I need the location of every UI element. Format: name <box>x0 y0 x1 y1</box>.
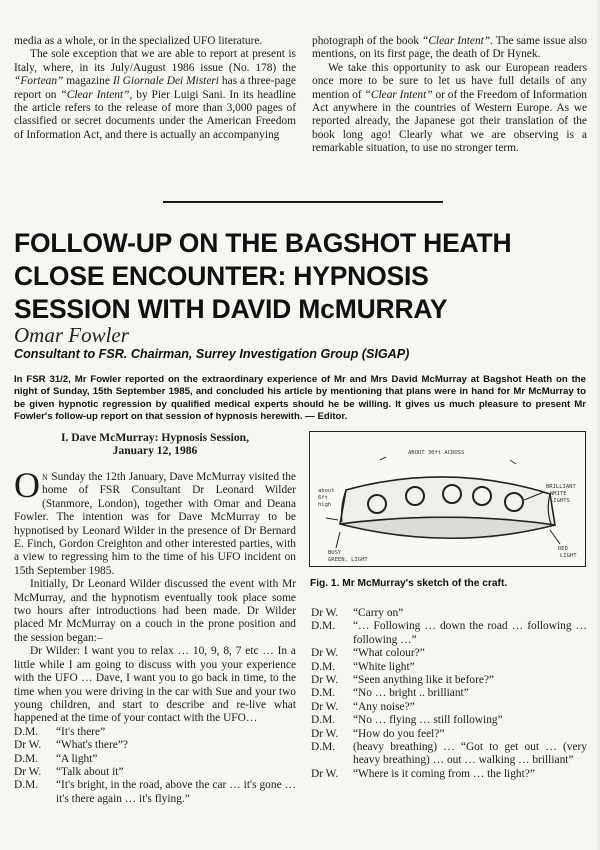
craft-lower-hull <box>340 517 555 538</box>
spoken-line: “A light” <box>56 752 98 765</box>
speaker: D.M. <box>14 725 39 738</box>
speaker: D.M. <box>311 687 336 700</box>
previous-article-right-column <box>312 35 587 156</box>
speaker: Dr W. <box>14 739 42 752</box>
headline-line: CLOSE ENCOUNTER: HYPNOSIS <box>14 261 429 291</box>
craft-sketch-figure <box>309 431 586 567</box>
dialogue-line <box>14 739 296 752</box>
spoken-line: “White light” <box>353 660 415 673</box>
spoken-line: “Carry on” <box>353 607 404 619</box>
speaker: Dr W. <box>311 607 339 619</box>
porthole <box>406 487 424 505</box>
speaker: D.M. <box>311 714 336 727</box>
dialogue-line <box>311 620 587 647</box>
spoken-line: “How do you feel?” <box>353 727 445 740</box>
ufo-sketch <box>310 432 585 566</box>
speaker: Dr W. <box>311 727 339 740</box>
article-body-left <box>14 465 296 806</box>
paragraph: Dr Wilder: I want you to relax … 10, 9, 8, 7 etc … In a little while I am going to discuss with you your experience with the UFO … Dave, I want you to go back in time, to the time when you were driving in the car with Sue and your two young children, and start to describe and re-live what happened at the time of your contact with the UFO… <box>14 645 296 725</box>
spoken-line: “It's bright, in the road, above the car … it's gone … it's there again … it's flying.” <box>56 779 296 805</box>
speaker: D.M. <box>311 660 336 673</box>
spoken-line: “Any noise?” <box>353 700 415 713</box>
section-divider <box>163 201 443 203</box>
speaker: Dr W. <box>14 765 42 778</box>
drop-cap: O <box>14 465 40 505</box>
sketch-label-height: about <box>318 488 335 494</box>
author-affiliation: Consultant to FSR. Chairman, Surrey Investigation Group (SIGAP) <box>14 347 410 361</box>
paragraph: The sole exception that we are able to report at present is Italy, where, in its July/August 1986 issue (No. 178) the “Fortean” magazine Il Giornale Dei Misteri has a three-page report on “Clear Intent”, by Pier Luigi Sani. In its headline the article refers to the release of more than 3,000 pages of classified or secret documents under the American Freedom of Information Act, and there is actually an accompanying <box>14 48 296 141</box>
dialogue-line <box>311 661 587 674</box>
spoken-line: “It's there” <box>56 725 106 738</box>
sketch-arrow <box>550 530 560 544</box>
dialogue-list <box>14 726 296 806</box>
dialogue-line <box>311 741 587 768</box>
sketch-label-size: ABOUT 30ft ACROSS <box>408 450 465 456</box>
spoken-line: (heavy breathing) … “Got to get out … (very heavy breathing) … out … walking … brilliant” <box>353 741 587 767</box>
porthole <box>443 485 461 503</box>
paragraph: media as a whole, or in the specialized UFO literature. <box>14 35 263 47</box>
sketch-arrow <box>326 518 338 520</box>
figure-caption: Fig. 1. Mr McMurray's sketch of the craft. <box>310 578 508 589</box>
speaker: Dr W. <box>311 647 339 660</box>
spoken-line: “Talk about it” <box>56 765 124 778</box>
svg-text:LIGHT: LIGHT <box>560 553 577 559</box>
svg-text:LIGHTS: LIGHTS <box>550 498 570 504</box>
spoken-line: “No … bright .. brilliant” <box>353 687 469 700</box>
svg-text:BRILLIANT: BRILLIANT <box>546 484 576 490</box>
section-heading: I. Dave McMurray: Hypnosis Session, January 12, 1986 <box>60 431 250 458</box>
paragraph: Initially, Dr Leonard Wilder discussed the event with Mr McMurray, and the hypnotism eventually took place some two hours after introductions had been made. Dr Wilder placed Mr McMurray on a couch in the prone position and the session began:– <box>14 578 296 644</box>
svg-text:6ft: 6ft <box>318 495 328 501</box>
svg-text:RED: RED <box>558 546 568 552</box>
svg-text:WHITE: WHITE <box>550 491 567 497</box>
dialogue-line <box>14 726 296 739</box>
sketch-arrow <box>336 532 340 548</box>
dialogue-list <box>311 607 587 781</box>
paragraph: O N Sunday the 12th January, Dave McMurray visited the home of FSR Consultant Dr Leonard Wilder (Stanmore, London), together with Omar and Deana Fowler. The intention was for Dave McMurray to be hypnotised by Leonard Wilder in the presence of Dr Bernard E. Finch, Gordon Creighton and other interested parties, with a view to regressing him to the time of his UFO incident on 15th September 1985. <box>14 465 296 577</box>
dialogue-line <box>311 687 587 700</box>
article-body-right <box>311 607 587 781</box>
porthole <box>505 493 523 511</box>
spoken-line: “… Following … down the road … following … following …” <box>353 620 587 646</box>
spoken-line: “Seen anything like it before?” <box>353 674 495 687</box>
porthole <box>368 495 386 513</box>
spoken-line: “No … flying … still following” <box>353 714 503 727</box>
dialogue-line <box>311 728 587 741</box>
sketch-arrow <box>380 457 516 464</box>
dialogue-line <box>311 768 587 781</box>
previous-article-left-column <box>14 35 296 142</box>
headline-line: SESSION WITH DAVID McMURRAY <box>14 294 448 324</box>
headline-line: FOLLOW-UP ON THE BAGSHOT HEATH <box>14 228 512 258</box>
speaker: Dr W. <box>311 700 339 713</box>
paragraph: photograph of the book “Clear Intent”. The same issue also mentions, on its first page, the death of Dr Hynek. <box>312 35 587 61</box>
editor-intro: In FSR 31/2, Mr Fowler reported on the extraordinary experience of Mr and Mrs David McMurray at Bagshot Heath on the night of Sunday, 15th September 1985, and concluded his article by mentioning that plans were in hand for Mr McMurray to be given hypnotic regression by qualified medical experts should he be willing. It gives us much pleasure to present Mr Fowler's follow-up report on that session of hypnosis herewith. — Editor. <box>14 374 586 422</box>
article-headline <box>14 227 594 326</box>
dialogue-line <box>311 701 587 714</box>
speaker: D.M. <box>14 779 39 792</box>
dialogue-line <box>14 753 296 766</box>
svg-text:BUSY: BUSY <box>328 550 342 556</box>
spoken-line: “Where is it coming from … the light?” <box>353 767 535 780</box>
dialogue-line <box>14 779 296 806</box>
dialogue-line <box>311 714 587 727</box>
speaker: Dr W. <box>311 767 339 780</box>
dialogue-line <box>14 766 296 779</box>
svg-text:GREEN, LIGHT: GREEN, LIGHT <box>328 557 368 563</box>
svg-text:high: high <box>318 502 332 508</box>
speaker: D.M. <box>311 620 336 633</box>
page-edge-shadow <box>596 0 600 850</box>
author-name: Omar Fowler <box>14 323 129 347</box>
paragraph: We take this opportunity to ask our European readers once more to be sure to let us have full details of any mention of “Clear Intent” or of the Freedom of Information Act anywhere in the countries of Western Europe. As we reported already, the Japanese got their translation of the book long ago! Clearly what we are observing is a remarkable situation, to use no stronger term. <box>312 61 587 155</box>
speaker: Dr W. <box>311 674 339 687</box>
porthole <box>473 487 491 505</box>
spoken-line: “What's there”? <box>56 739 128 752</box>
spoken-line: “What colour?” <box>353 647 425 660</box>
dialogue-line <box>311 607 587 620</box>
speaker: D.M. <box>14 752 39 765</box>
speaker: D.M. <box>311 741 336 754</box>
dialogue-line <box>311 674 587 687</box>
dialogue-line <box>311 647 587 660</box>
